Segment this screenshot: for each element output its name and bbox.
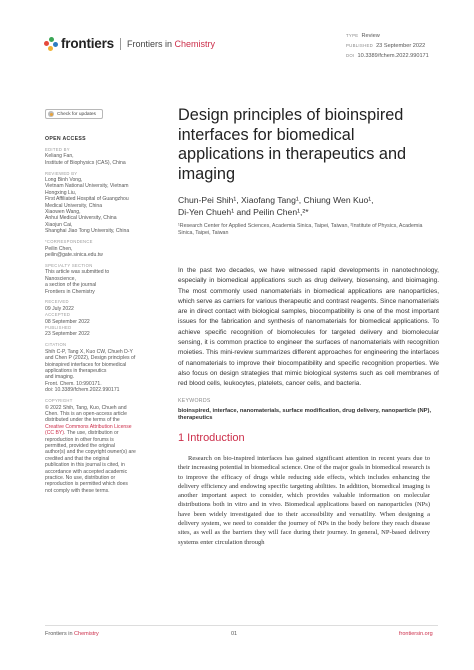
copyright-line: practice. No use, distribution or — [45, 475, 116, 481]
footer-divider — [45, 625, 438, 626]
article-type: Review — [361, 33, 380, 39]
author-line: Di-Yen Chueh¹ and Peilin Chen¹,²* — [178, 206, 309, 217]
body-paragraph: Research on bio-inspired interfaces has gained significant attention in recent years due to their increasing potential in biomedical science. One of the major goals in biomedical research is to improve the efficacy of drugs while reducing side effects, which includes enhancing the delivery efficiency and endowing specific targeting abilities. In addition, biomedical imaging is another important aspect to consider, which provides valuable information on molecular distributions both in vitro and in vivo. Biomedical applications based on nanoparticles (NPs) have been widely investigated due to their accessibility and versatility. When designing a delivery system, we need to consider the journey of NPs in the body before they reach disease sites, as well as the barriers they will face during their journey. In general, NP-based delivery systems enter circulation through — [178, 455, 430, 546]
edited-by-label: EDITED BY — [45, 146, 70, 152]
citation-label: CITATION — [45, 342, 67, 348]
published-label: PUBLISHED — [45, 325, 72, 331]
copyright-line: © 2022 Shih, Tang, Kuo, Chueh and — [45, 404, 127, 411]
article-meta: TYPE Review PUBLISHED 23 September 2022 DOI 10.3389/fchem.2022.990171 — [346, 33, 429, 59]
specialty-line: Nanoscience, — [45, 275, 76, 282]
open-access-label: OPEN ACCESS — [45, 136, 86, 142]
reviewer-line: Xiaowen Wang, — [45, 209, 81, 216]
reviewer-line: Hongxing Liu, — [45, 189, 77, 196]
copyright-line: credited and that the original — [45, 455, 110, 462]
copyright-line: not comply with these terms. — [45, 487, 110, 494]
keywords: bioinspired, interface, nanomaterials, surface modification, drug delivery, nanoparticle (NP), therapeutics — [178, 408, 432, 422]
article-title: Design principles of bioinspired interfaces for biomedical applications in therapeutics and imaging — [178, 106, 407, 183]
frontiers-logo-icon — [44, 37, 58, 51]
copyright-line: distributed under the terms of the — [45, 417, 120, 424]
reviewed-by-label: REVIEWED BY — [45, 170, 78, 176]
copyright-line: reproduction in other forums is — [45, 436, 114, 443]
author-list — [178, 195, 438, 218]
copyright-line: permitted, provided the original — [45, 442, 115, 449]
copyright-label: COPYRIGHT — [45, 398, 73, 404]
journal-name: Frontiers in Chemistry — [126, 38, 216, 49]
check-updates-icon — [48, 111, 54, 117]
license-link-short[interactable]: (CC BY) — [45, 430, 64, 437]
citation-line: doi: 10.3389/fchem.2022.990171 — [45, 387, 120, 394]
page-number: 01 — [231, 631, 238, 637]
citation-line: and Chen P (2022), Design principles of — [45, 355, 136, 362]
copyright-line: reproduction is permitted which does — [45, 481, 128, 488]
correspondence-name: Peilin Chen, — [45, 245, 73, 252]
citation-line: and imaging. — [45, 374, 75, 381]
reviewer-line: Long Binh Vong, — [45, 177, 83, 184]
published-date: 23 September 2022 — [376, 43, 426, 49]
editor-line: Institute of Biophysics (CAS), China — [45, 159, 126, 166]
reviewer-line: Vietnam National University, Vietnam — [45, 183, 129, 190]
reviewer-line: Shanghai Jiao Tong University, China — [45, 228, 130, 235]
journal-brand — [44, 36, 215, 51]
doi: 10.3389/fchem.2022.990171 — [357, 53, 429, 59]
published-date-left: 23 September 2022 — [45, 331, 90, 338]
correspondence-label: *CORRESPONDENCE — [45, 239, 93, 245]
brand-divider — [120, 38, 121, 50]
copyright-line: author(s) and the copyright owner(s) are — [45, 449, 136, 456]
article-info-sidebar — [45, 136, 163, 494]
reviewer-line: Medical University, China — [45, 202, 103, 209]
footer-site-link[interactable]: frontiersin.org — [399, 631, 433, 637]
keywords-label: KEYWORDS — [178, 398, 211, 404]
section-heading: 1 Introduction — [178, 432, 245, 444]
correspondence-email[interactable]: peilin@gate.sinica.edu.tw — [45, 252, 103, 258]
abstract: In the past two decades, we have witnessed rapid developments in nanotechnology, especially in biomedical applications such as drug delivery, biosensing, and bioimaging. The most commonly used nanomaterials in biomedical applications are nanoparticles, which serve as carriers for various therapeutic and contrast reagents. Since nanomaterials are in direct contact with biological samples, biocompatibility is one of the most important issues for the fabrication and synthesis of nanomaterials for biomedical applications. To achieve specific recognition of biomolecules for targeted delivery and biomolecular sensing, it is common practice to engineer the surfaces of nanomaterials with recognition moieties. This mini-review summarizes different approaches for engineering the interfaces of nanomaterials to improve their biocompatibility and specific recognition properties. We also focus on design strategies that mimic biological systems such as cell membranes of red blood cells, leukocytes, platelets, cancer cells, and bacteria. — [178, 267, 439, 388]
copyright-line: publication in this journal is cited, in — [45, 462, 125, 469]
citation-line: Front. Chem. 10:990171. — [45, 380, 102, 387]
copyright-line: accordance with accepted academic — [45, 468, 128, 475]
reviewer-line: Xiaojun Cai, — [45, 221, 73, 228]
specialty-line: This article was submitted to — [45, 269, 110, 276]
specialty-line: a section of the journal — [45, 282, 97, 289]
body-text — [178, 454, 430, 547]
accepted-date: 08 September 2022 — [45, 318, 90, 325]
copyright-line: . The use, distribution or — [63, 430, 119, 437]
specialty-line: Frontiers in Chemistry — [45, 288, 95, 295]
citation-line: applications in therapeutics — [45, 368, 107, 374]
author-line: Chun-Pei Shih¹, Xiaofang Tang¹, Chiung Wen Kuo¹, — [178, 195, 374, 205]
reviewer-line: First Affiliated Hospital of Guangzhou — [45, 196, 129, 203]
received-date: 09 July 2022 — [45, 305, 74, 312]
license-link[interactable]: Creative Commons Attribution License — [45, 423, 132, 430]
editor-line: Keliang Fan, — [45, 153, 74, 160]
brand-name: frontiers — [61, 36, 114, 51]
check-for-updates-button[interactable]: Check for updates — [45, 109, 103, 119]
copyright-line: Chen. This is an open-access article — [45, 410, 128, 417]
footer-journal: Frontiers in Chemistry — [45, 631, 99, 637]
citation-line: Shih C-P, Tang X, Kuo CW, Chueh D-Y — [45, 348, 133, 355]
accepted-label: ACCEPTED — [45, 312, 71, 318]
citation-line: bioinspired interfaces for biomedical — [45, 361, 127, 368]
received-label: RECEIVED — [45, 299, 69, 305]
affiliations: ¹Research Center for Applied Sciences, Academia Sinica, Taipei, Taiwan, ²Institute of Physics, Academia Sinica, Taipei, Taiwan — [178, 223, 423, 236]
reviewer-line: Anhui Medical University, China — [45, 215, 117, 222]
specialty-label: SPECIALTY SECTION — [45, 262, 93, 268]
